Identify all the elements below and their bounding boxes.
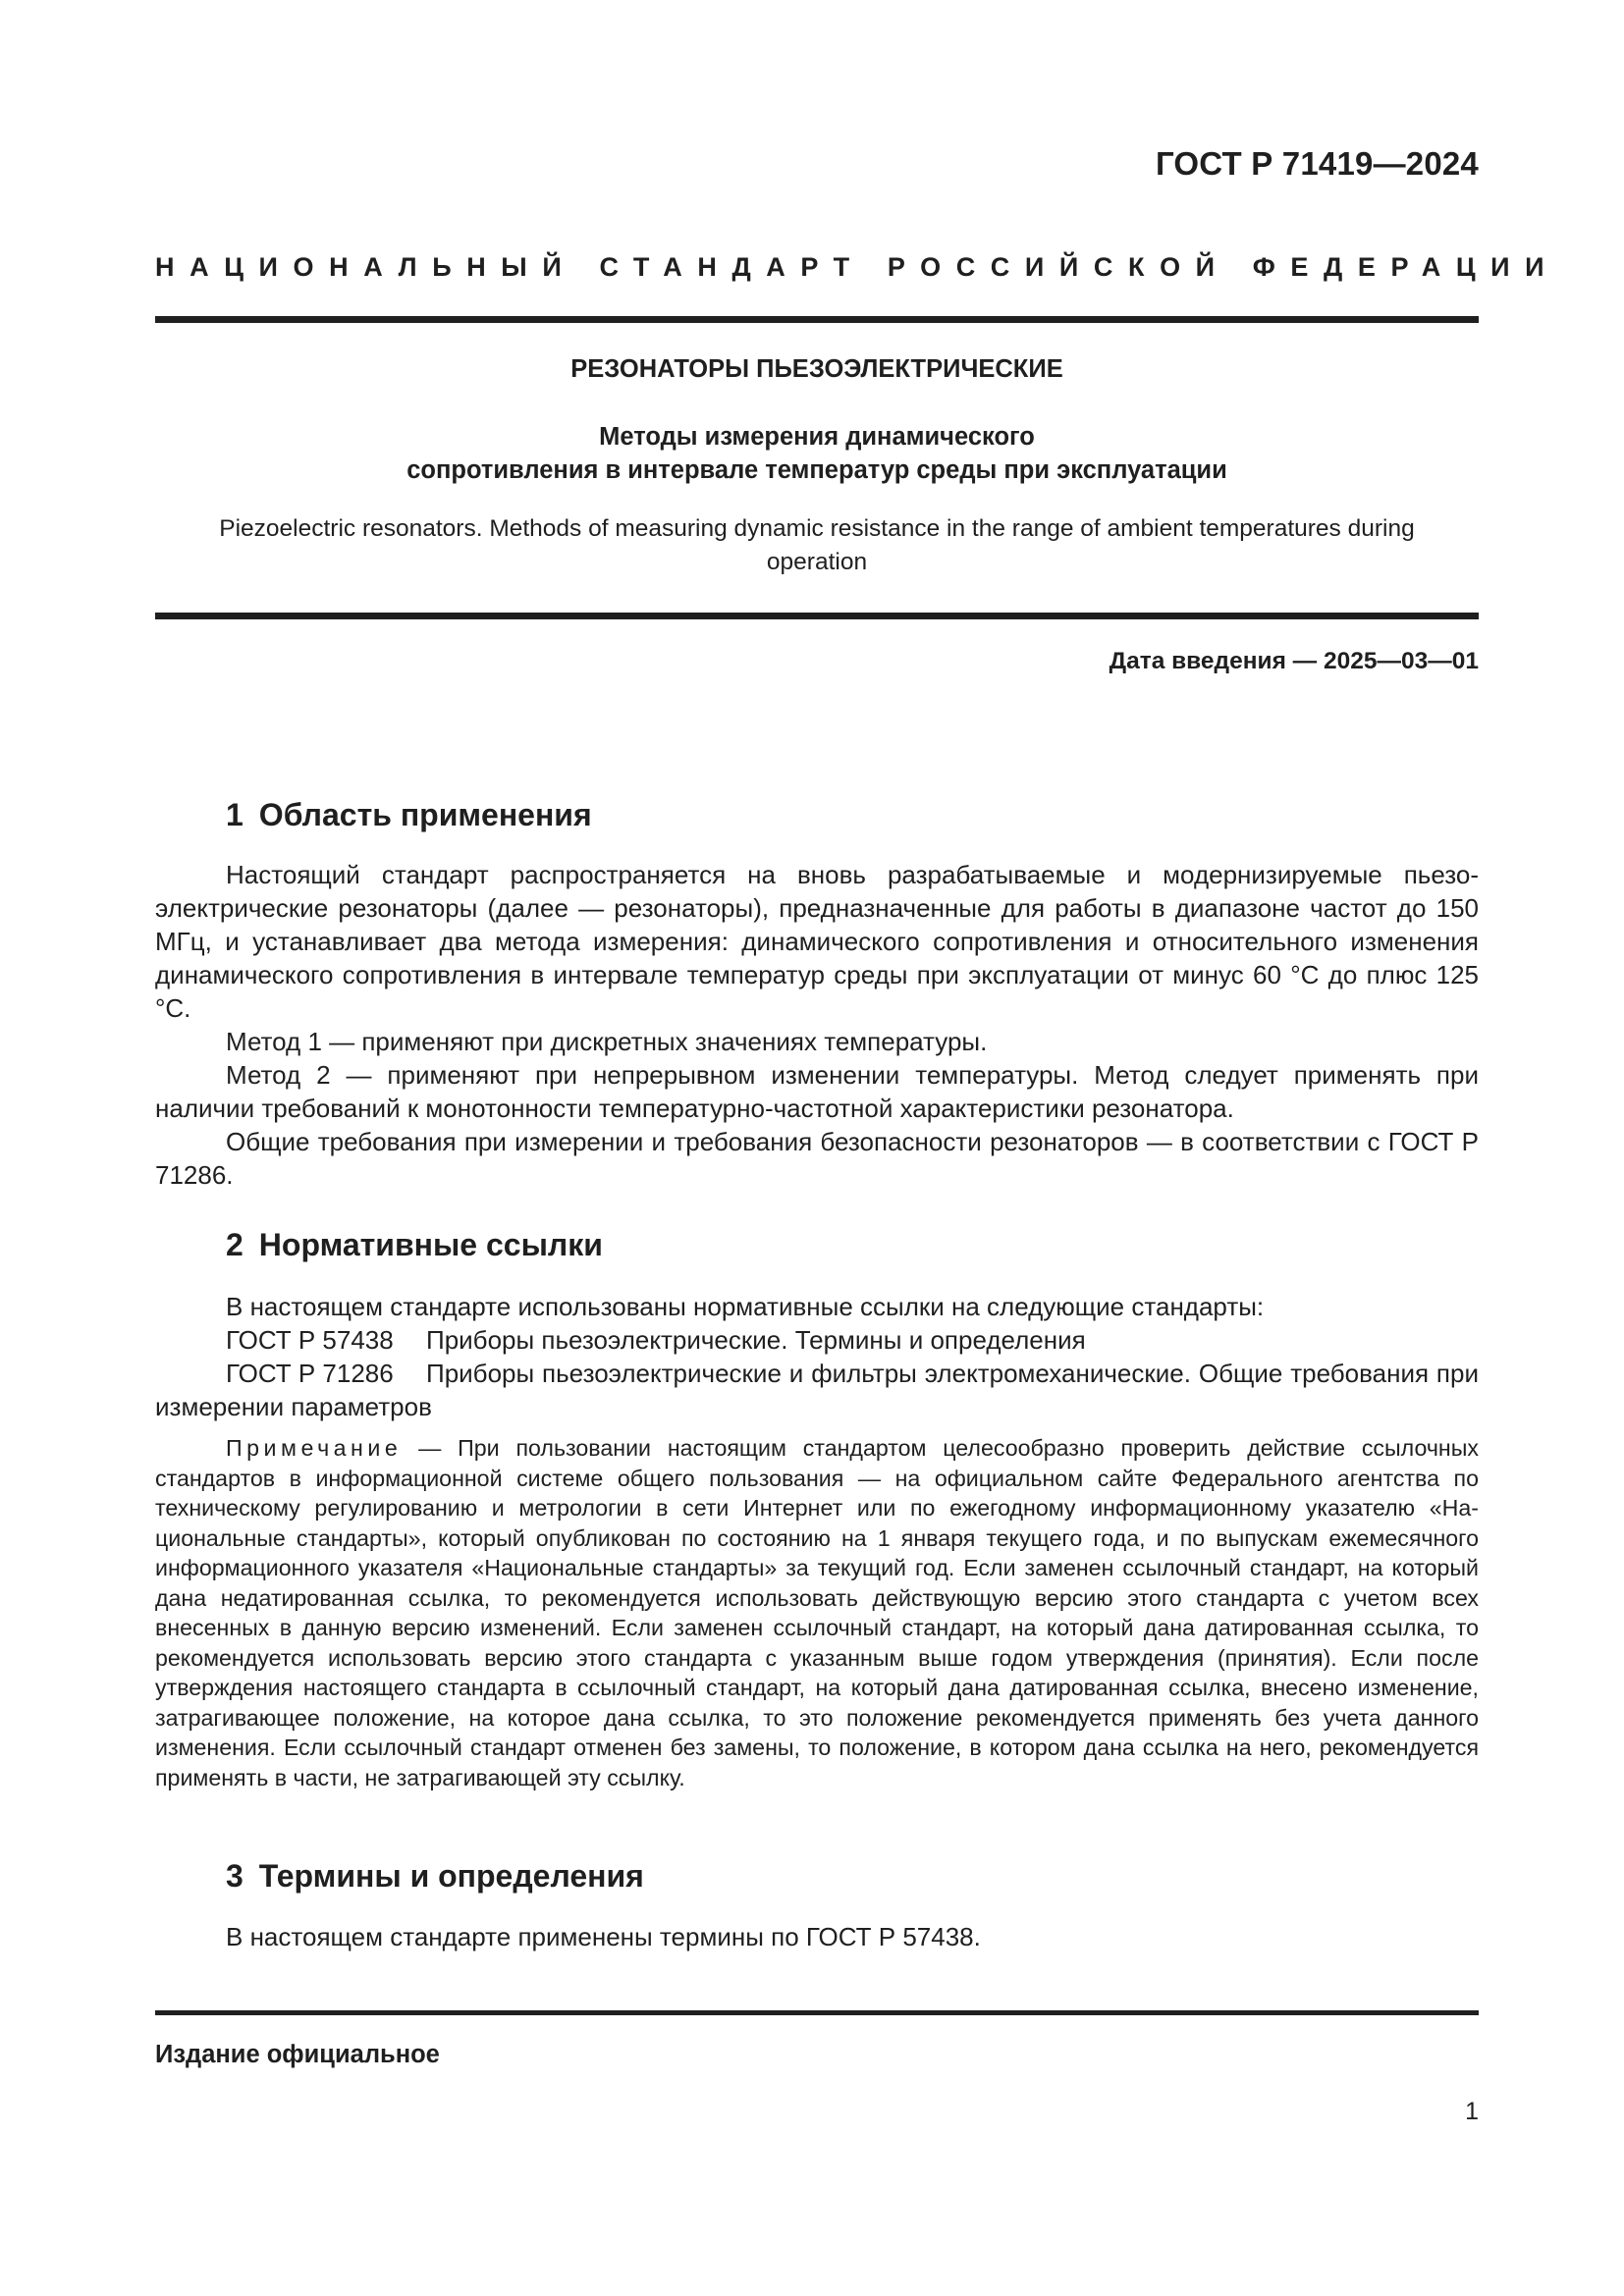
- reference-item-2: [155, 1357, 1479, 1423]
- standard-main-title: РЕЗОНАТОРЫ ПЬЕЗОЭЛЕКТРИЧЕСКИЕ: [570, 355, 1063, 383]
- subtitle-line-2: сопротивления в интервале температур среды при эксплуатации: [406, 456, 1227, 484]
- section-number: 2: [226, 1227, 244, 1262]
- section-1-paragraph-3: Метод 2 — применяют при непрерывном изменении температуры. Метод следует применять при наличии требований к монотонности температурно-частотной характеристики резонатора.: [155, 1060, 1479, 1123]
- section-3-heading: [226, 1858, 644, 1895]
- introduction-date: Дата введения — 2025—03—01: [1109, 648, 1479, 674]
- section-number: 3: [226, 1858, 244, 1894]
- section-number: 1: [226, 797, 244, 832]
- section-1-paragraph-1: Настоящий стандарт распространяется на вновь разрабатываемые и модернизируемые пьезоэлектрические резонаторы (далее — резонаторы), предназначенные для работы в диапазоне частот до 150 МГц, и устанавливает два метода измерения: динамического сопротивления и относительного изменения динамического сопротивления в интервале температур среды при эксплуатации от минус 60 °С до плюс 125 °С.: [155, 860, 1479, 1023]
- section-1-heading: [226, 797, 592, 833]
- page-number: 1: [1465, 2098, 1479, 2125]
- reference-item-1: [155, 1323, 1479, 1357]
- reference-text: Приборы пьезоэлектрические и фильтры электромеханические. Общие требования при измерении параметров: [155, 1359, 1479, 1421]
- note-text: — При пользовании настоящим стандартом целесообразно проверить действие ссылочных стандартов в информационной системе общего пользования — на официальном сайте Федерального агентства по техническому регулированию и метрологии в сети Интернет или по ежегодному информационному указателю «Национальные стандарты», который опубликован по состоянию на 1 января текущего года, и по выпускам ежемесячного информационного указателя «Национальные стандарты» за текущий год. Если заменен ссылочный стандарт, на который дана недатированная ссылка, то рекомендуется использовать действующую версию этого стандарта с учетом всех внесенных в данную версию изменений. Если заменен ссылочный стандарт, на который дана датированная ссылка, то рекомендуется использовать версию этого стандарта с указанным выше годом утверждения (принятия). Если после утверждения настоящего стандарта в ссылочный стандарт, на который дана датированная ссылка, внесено изменение, затрагивающее положение, на которое дана ссылка, то это положение рекомендуется применять без учета данного изменения. Если ссылочный стандарт отменен без замены, то положение, в котором дана ссылка на него, рекомендуется применять в части, не затрагивающей эту ссылку.: [155, 1435, 1479, 1790]
- section-1-paragraph-4: Общие требования при измерении и требования безопасности резонаторов — в соответствии с ГОСТ Р 71286.: [155, 1127, 1479, 1190]
- reference-text: Приборы пьезоэлектрические. Термины и определения: [426, 1325, 1086, 1355]
- footer-divider: [155, 2010, 1479, 2015]
- section-3-paragraph-1: В настоящем стандарте применены термины по ГОСТ Р 57438.: [226, 1922, 981, 1951]
- edition-label: Издание официальное: [155, 2041, 440, 2068]
- standard-subtitle: [155, 420, 1479, 487]
- reference-code: ГОСТ Р 57438: [226, 1325, 394, 1355]
- section-2-paragraph-1: В настоящем стандарте использованы нормативные ссылки на следующие стандарты:: [226, 1292, 1265, 1321]
- note-block: [155, 1433, 1479, 1792]
- document-number: ГОСТ Р 71419—2024: [1155, 145, 1479, 182]
- title-divider: [155, 613, 1479, 619]
- top-divider: [155, 316, 1479, 323]
- section-title: Нормативные ссылки: [258, 1227, 603, 1262]
- english-title: Piezoelectric resonators. Methods of measuring dynamic resistance in the range of ambient temperatures during operation: [219, 515, 1415, 575]
- section-2-heading: [226, 1227, 603, 1263]
- section-title: Термины и определения: [258, 1858, 644, 1894]
- national-standard-title: НАЦИОНАЛЬНЫЙ СТАНДАРТ РОССИЙСКОЙ ФЕДЕРАЦИИ: [155, 252, 1560, 282]
- document-page: [155, 0, 1560, 2296]
- reference-code: ГОСТ Р 71286: [226, 1359, 394, 1388]
- note-label: Примечание: [226, 1435, 403, 1461]
- section-1-paragraph-2: Метод 1 — применяют при дискретных значениях температуры.: [226, 1027, 988, 1056]
- section-title: Область применения: [258, 797, 592, 832]
- subtitle-line-1: Методы измерения динамического: [599, 423, 1035, 451]
